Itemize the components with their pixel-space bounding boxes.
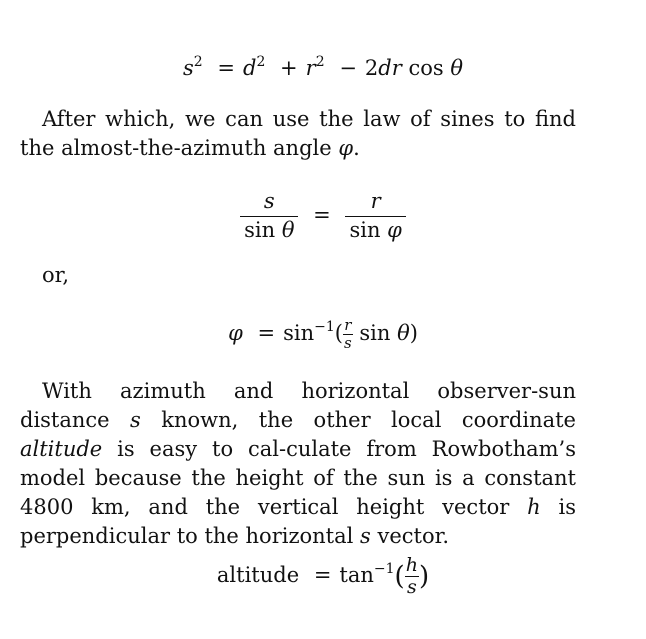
para2-emph-altitude: altitude <box>20 437 103 461</box>
eq3-open-paren: ( <box>334 321 343 345</box>
eq1-t2-var: r <box>305 56 316 80</box>
equation-altitude <box>0 556 646 597</box>
eq3-fraction <box>343 318 353 351</box>
eq2-equals: = <box>313 202 331 227</box>
eq4-num: h <box>405 554 418 576</box>
para2-symbol-s: s <box>130 408 141 432</box>
eq3-num: r <box>344 316 352 334</box>
eq3-den: s <box>343 334 352 352</box>
eq2-left-den-arg: θ <box>281 218 295 242</box>
eq2-left-den <box>240 217 298 241</box>
eq3-lhs: φ <box>228 321 243 345</box>
para2-text-1: With azimuth and horizontal observer-sun distance <box>20 379 576 432</box>
eq1-lhs-var: s <box>182 56 194 80</box>
eq1-t3-coef: 2 <box>364 56 379 80</box>
eq2-right-den-arg: φ <box>387 218 402 242</box>
eq1-t2-exp: 2 <box>315 54 325 70</box>
eq3-equals: = <box>257 321 276 345</box>
para1-text-after: . <box>353 136 360 160</box>
eq1-equals: = <box>217 56 235 80</box>
eq3-exp: −1 <box>314 319 335 335</box>
eq2-left-num: s <box>240 191 298 217</box>
eq1-t3-fn: cos <box>408 56 444 80</box>
paragraph-altitude <box>20 377 576 551</box>
para2-symbol-h: h <box>527 495 541 519</box>
eq1-minus: − <box>339 56 357 80</box>
eq1-t1-exp: 2 <box>256 54 266 70</box>
equation-law-of-sines <box>0 191 646 241</box>
para2-text-4: is perpendicular to the horizontal <box>20 495 576 548</box>
eq4-lhs: altitude <box>216 563 300 587</box>
eq1-t3-vars: dr <box>378 56 402 80</box>
eq2-left-fraction <box>240 191 298 241</box>
eq2-right-den-fn: sin <box>349 218 381 242</box>
eq2-right-den <box>345 217 405 241</box>
para2-symbol-s-2: s <box>360 524 371 548</box>
para2-text-3: is easy to cal-culate from Rowbotham’s model because the height of the sun is a constant 4800 km, and the vertical height vector <box>20 437 576 519</box>
or-text-value: or, <box>42 263 70 287</box>
paragraph-law-of-sines <box>20 105 576 163</box>
eq4-den: s <box>406 576 417 598</box>
eq1-plus: + <box>280 56 298 80</box>
eq1-t3-arg: θ <box>450 56 463 80</box>
eq4-exp: −1 <box>373 561 395 577</box>
eq1-t1-var: d <box>242 56 257 80</box>
para2-text-5: vector. <box>370 524 450 548</box>
eq2-right-num: r <box>345 191 405 217</box>
eq4-equals: = <box>313 563 332 587</box>
equation-phi <box>0 318 646 351</box>
eq3-inner-arg: θ <box>397 321 410 345</box>
para1-text-before: After which, we can use the law of sines to find the almost-the-azimuth angle <box>20 107 576 160</box>
eq2-right-fraction <box>345 191 405 241</box>
eq1-lhs-exp: 2 <box>193 54 203 70</box>
para1-symbol-phi: φ <box>338 136 354 160</box>
eq4-fn: tan <box>339 563 374 587</box>
or-text <box>42 261 598 290</box>
eq4-open-paren: ( <box>394 561 405 592</box>
eq3-inner-fn: sin <box>359 321 391 345</box>
equation-law-of-cosines <box>0 54 646 80</box>
eq4-close-paren: ) <box>418 561 430 592</box>
eq4-fraction <box>405 556 419 597</box>
eq3-close-paren: ) <box>409 321 418 345</box>
eq3-fn: sin <box>283 321 315 345</box>
para2-text-2: known, the other local coordinate <box>140 408 576 432</box>
eq2-left-den-fn: sin <box>244 218 276 242</box>
